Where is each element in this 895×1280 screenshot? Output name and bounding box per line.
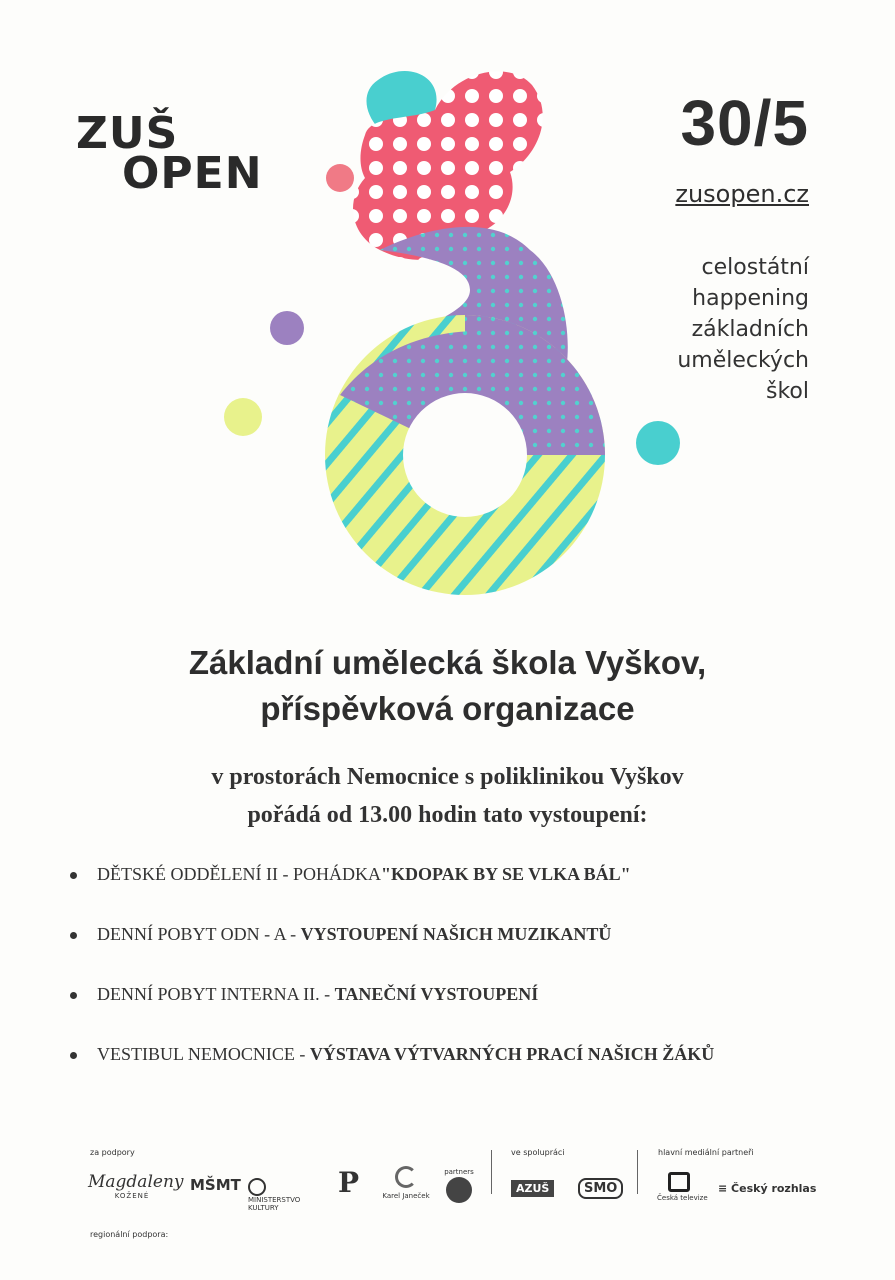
bullet-icon <box>70 992 77 999</box>
partners-logo: partners <box>441 1168 477 1203</box>
school-title <box>0 640 895 732</box>
divider <box>491 1150 492 1194</box>
tagline-line: základních <box>691 317 809 342</box>
tagline-line: uměleckých <box>677 348 809 373</box>
divider <box>637 1150 638 1194</box>
event-place: DENNÍ POBYT ODN - A - <box>97 924 301 944</box>
magdaleny-logo: Magdaleny KOŽENÉ <box>88 1172 184 1200</box>
bullet-icon <box>70 932 77 939</box>
title-line: příspěvková organizace <box>260 690 635 727</box>
support-label: za podpory <box>90 1148 135 1157</box>
tagline <box>677 252 809 407</box>
smo-logo: SMO <box>578 1178 623 1199</box>
event-place: VESTIBUL NEMOCNICE - <box>97 1044 310 1064</box>
yellow-dot <box>224 398 262 436</box>
event-date: 30/5 <box>680 87 809 159</box>
event-place: DENNÍ POBYT INTERNA II. - <box>97 984 335 1004</box>
event-program: "KDOPAK BY SE VLKA BÁL" <box>380 864 631 884</box>
tagline-line: happening <box>692 286 809 311</box>
event-program: VYSTOUPENÍ NAŠICH MUZIKANTŮ <box>300 924 612 944</box>
ministry-culture-logo: MINISTERSTVO KULTURY <box>248 1178 324 1212</box>
ministry-icon <box>248 1178 266 1196</box>
subtitle-line: v prostorách Nemocnice s poliklinikou Vyškov <box>211 764 684 790</box>
purple-dot <box>270 311 304 345</box>
swirl-icon <box>395 1166 417 1188</box>
msmt-logo: MŠMT <box>190 1176 241 1194</box>
tagline-line: celostátní <box>701 255 809 280</box>
event-program: TANEČNÍ VYSTOUPENÍ <box>334 984 539 1004</box>
event-item <box>70 924 870 984</box>
partners-icon <box>446 1177 472 1203</box>
pink-dot <box>326 164 354 192</box>
website-link[interactable]: zusopen.cz <box>675 180 809 208</box>
tagline-line: škol <box>766 379 809 404</box>
event-item <box>70 864 870 924</box>
events-list <box>70 864 870 1104</box>
cesky-rozhlas-logo: ≡ Český rozhlas <box>718 1182 817 1195</box>
bullet-icon <box>70 872 77 879</box>
azus-logo: AZUŠ <box>511 1180 554 1197</box>
event-item <box>70 984 870 1044</box>
regional-support-label: regionální podpora: <box>90 1230 169 1239</box>
event-program: VÝSTAVA VÝTVARNÝCH PRACÍ NAŠICH ŽÁKŮ <box>309 1044 715 1064</box>
logo-text-open: OPEN <box>122 148 263 199</box>
title-line: Základní umělecká škola Vyškov, <box>188 644 707 681</box>
event-subtitle <box>0 758 895 834</box>
ceska-televize-logo: Česká televize <box>657 1172 701 1202</box>
foundation-j-logo: P <box>338 1166 360 1199</box>
janecek-logo: Karel Janeček <box>377 1166 435 1200</box>
event-item <box>70 1044 870 1104</box>
teal-dot <box>636 421 680 465</box>
bullet-icon <box>70 1052 77 1059</box>
rozhlas-icon: ≡ <box>718 1182 732 1195</box>
event-place: DĚTSKÉ ODDĚLENÍ II - POHÁDKA <box>97 864 381 884</box>
ct-icon <box>668 1172 690 1192</box>
cooperation-label: ve spolupráci <box>511 1148 565 1157</box>
logo-text-zus: ZUŠ <box>76 108 179 159</box>
subtitle-line: pořádá od 13.00 hodin tato vystoupení: <box>247 802 648 828</box>
media-label: hlavní mediální partneři <box>658 1148 754 1157</box>
zus-open-artwork <box>220 60 680 600</box>
